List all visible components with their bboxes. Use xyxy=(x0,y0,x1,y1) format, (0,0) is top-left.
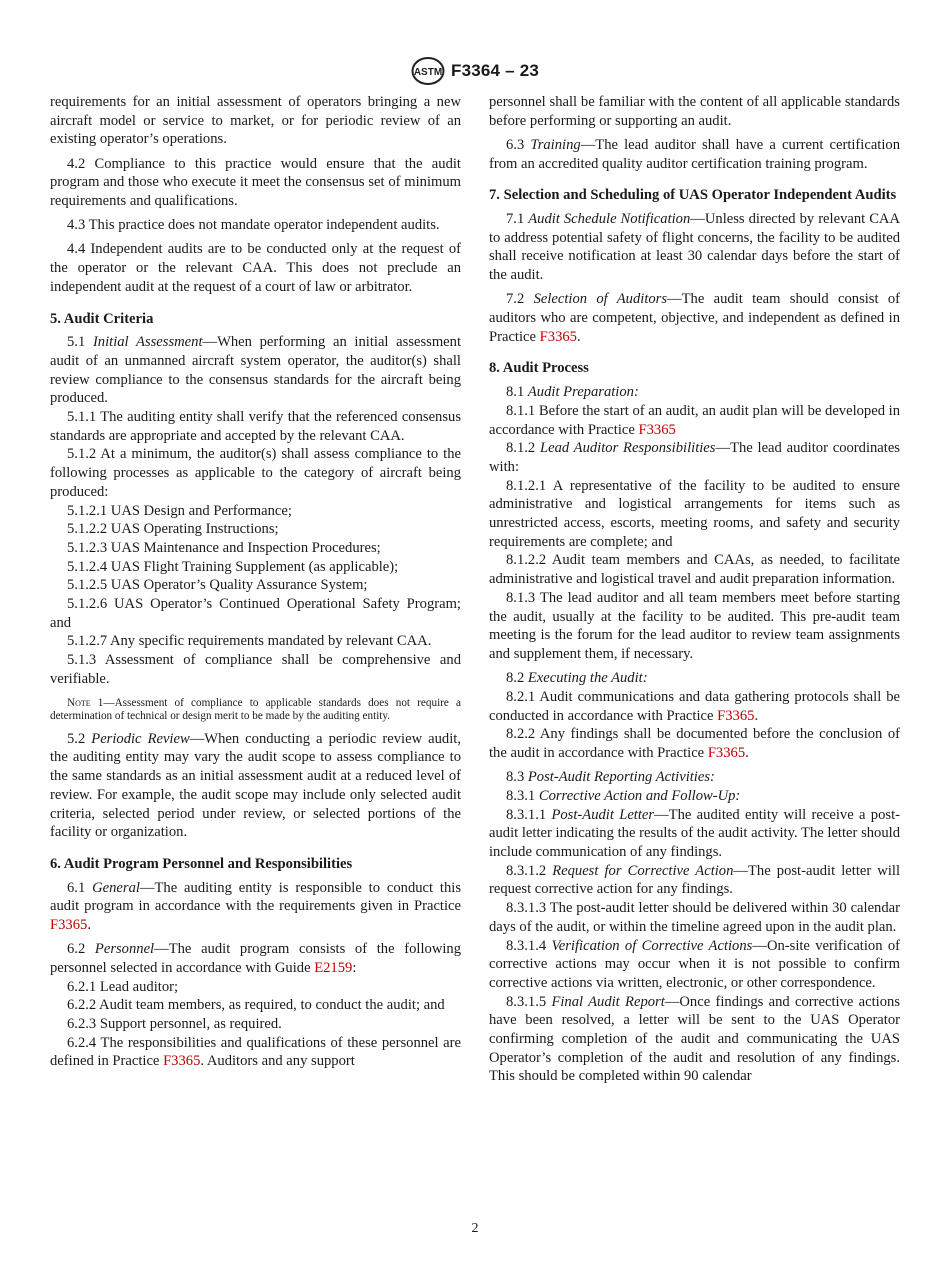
paragraph-8-1-3: 8.1.3 The lead auditor and all team members meet before starting the audit, usually at the facility to be audited. This pre-audit team meeting is the forum for the lead auditor to review team assignments and supplement them, if necessary. xyxy=(489,589,900,662)
paragraph-8-3-1-2: 8.3.1.2 Request for Corrective Action—The post-audit letter will request corrective action for any findings. xyxy=(489,862,900,898)
paragraph-8-2-2: 8.2.2 Any findings shall be documented before the conclusion of the audit in accordance with Practice F3365. xyxy=(489,726,900,761)
list-item: 5.1.2.4 UAS Flight Training Supplement (as applicable); xyxy=(67,558,399,575)
left-column xyxy=(50,93,461,1071)
section-heading-6: 6. Audit Program Personnel and Responsibilities xyxy=(50,855,353,872)
paragraph-8-1-1: 8.1.1 Before the start of an audit, an audit plan will be developed in accordance with Practice F3365 xyxy=(489,402,900,438)
note-1: Note 1—Assessment of compliance to applicable standards does not require a determination of technical or design merit to be made by the auditing entity. xyxy=(50,696,461,723)
svg-text:ASTM: ASTM xyxy=(413,67,443,78)
paragraph-5-1-3: 5.1.3 Assessment of compliance shall be comprehensive and verifiable. xyxy=(50,652,461,687)
paragraph-8-2: 8.2 Executing the Audit: xyxy=(506,670,648,687)
standard-link[interactable]: F3365 xyxy=(50,917,88,934)
astm-logo-icon xyxy=(411,56,445,86)
paragraph-8-3: 8.3 Post-Audit Reporting Activities: xyxy=(506,769,715,786)
paragraph-8-3-1-4: 8.3.1.4 Verification of Corrective Actions—On-site verification of corrective actions may occur when it is not possible to confirm corrective actions via written, electronic, or other correspondence. xyxy=(489,937,900,991)
list-item: 5.1.2.2 UAS Operating Instructions; xyxy=(67,521,279,538)
paragraph-8-3-1: 8.3.1 Corrective Action and Follow-Up: xyxy=(506,787,741,804)
page-header xyxy=(0,55,950,87)
paragraph-6-3: 6.3 Training—The lead auditor shall have a current certification from an accredited quality auditor certification training program. xyxy=(489,136,901,172)
paragraph-8-3-1-3: 8.3.1.3 The post-audit letter should be delivered within 30 calendar days of the audit, or within the timeline agreed upon in the audit plan. xyxy=(489,900,900,935)
paragraph-5-1: 5.1 Initial Assessment—When performing an initial assessment audit of an unmanned aircraft system operator, the auditor(s) shall review compliance to the consensus standards for the aircraft being produced. xyxy=(50,334,462,407)
paragraph-8-3-1-1: 8.3.1.1 Post-Audit Letter—The audited entity will receive a post-audit letter indicating the results of the audit activity. The letter should include communication of any findings. xyxy=(489,806,900,861)
list-item: 5.1.2.1 UAS Design and Performance; xyxy=(67,502,292,519)
paragraph-5-1-2: 5.1.2 At a minimum, the auditor(s) shall assess compliance to the following processes as applicable to the category of aircraft being produced: xyxy=(50,446,461,500)
standard-link[interactable]: F3365 xyxy=(717,707,755,724)
list-item: 5.1.2.5 UAS Operator’s Quality Assurance System; xyxy=(67,577,368,594)
paragraph-8-1-2: 8.1.2 Lead Auditor Responsibilities—The lead auditor coordinates with: xyxy=(489,440,900,475)
list-item: 5.1.2.7 Any specific requirements mandated by relevant CAA. xyxy=(67,633,432,650)
section-heading-8: 8. Audit Process xyxy=(489,360,589,377)
paragraph-7-1: 7.1 Audit Schedule Notification—Unless directed by relevant CAA to address potential safety of flight concerns, the facility to be audited shall receive notification at least 30 calendar days before the start of the audit. xyxy=(489,211,901,284)
paragraph-8-2-1: 8.2.1 Audit communications and data gathering protocols shall be conducted in accordance with Practice F3365. xyxy=(489,688,900,724)
paragraph: personnel shall be familiar with the content of all applicable standards before performing or supporting an audit. xyxy=(489,94,900,129)
paragraph-5-2: 5.2 Periodic Review—When conducting a periodic review audit, the auditing entity may vary the audit scope to assess compliance to the same standards as an initial assessment audit at a reduced level of review. For example, the audit scope may include only selected audit criteria, selected period under review, or selected portions of the facility or organization. xyxy=(50,730,461,841)
paragraph-4-2: 4.2 Compliance to this practice would ensure that the audit program and those who execute it meet the consensus set of minimum requirements and qualifications. xyxy=(50,155,461,210)
section-heading-5: 5. Audit Criteria xyxy=(50,310,154,327)
paragraph-4-4: 4.4 Independent audits are to be conducted only at the request of the operator or the relevant CAA. This does not preclude an independent audit at the request of a court of law or arbitrator. xyxy=(50,241,461,295)
paragraph-7-2: 7.2 Selection of Auditors—The audit team should consist of auditors who are competent, objective, and independent as defined in Practice F3365. xyxy=(489,291,901,345)
paragraph-6-2: 6.2 Personnel—The audit program consists of the following personnel selected in accordance with Guide E2159: xyxy=(50,941,462,976)
paragraph-4-3: 4.3 This practice does not mandate operator independent audits. xyxy=(67,217,440,234)
paragraph-6-2-2: 6.2.2 Audit team members, as required, to conduct the audit; and xyxy=(67,997,445,1014)
paragraph-6-2-3: 6.2.3 Support personnel, as required. xyxy=(67,1016,282,1033)
standard-designation: F3364 – 23 xyxy=(450,61,539,80)
standard-link[interactable]: E2159 xyxy=(314,959,353,976)
list-item: 5.1.2.3 UAS Maintenance and Inspection Procedures; xyxy=(67,539,381,556)
list-item: 5.1.2.6 UAS Operator’s Continued Operational Safety Program; and xyxy=(50,596,461,631)
section-heading-7: 7. Selection and Scheduling of UAS Operator Independent Audits xyxy=(489,187,897,204)
standard-link[interactable]: F3365 xyxy=(163,1053,201,1070)
paragraph-8-1-2-2: 8.1.2.2 Audit team members and CAAs, as needed, to facilitate administrative and logistical travel and audit preparation information. xyxy=(489,552,900,588)
paragraph-6-2-4: 6.2.4 The responsibilities and qualifications of these personnel are defined in Practice F3365. Auditors and any support xyxy=(50,1034,461,1070)
paragraph: requirements for an initial assessment of operators bringing a new aircraft model or service to market, or for periodic review of an existing operator’s operations. xyxy=(50,94,461,148)
paragraph-8-3-1-5: 8.3.1.5 Final Audit Report—Once findings and corrective actions have been resolved, a letter will be sent to the UAS Operator confirming completion of the audit and communicating the UAS Operator’s completion of the audit and resolution of any findings. This should be completed within 90 calendar xyxy=(489,993,900,1085)
standard-link[interactable]: F3365 xyxy=(707,745,746,761)
paragraph-6-2-1: 6.2.1 Lead auditor; xyxy=(67,978,179,995)
page-number: 2 xyxy=(471,1221,479,1236)
right-column xyxy=(489,93,900,1086)
standard-link[interactable]: F3365 xyxy=(539,328,577,345)
paragraph-5-1-1: 5.1.1 The auditing entity shall verify that the referenced consensus standards are appropriate and accepted by the relevant CAA. xyxy=(50,409,461,444)
paragraph-8-1-2-1: 8.1.2.1 A representative of the facility to be audited to ensure administrative and logistical arrangements for items such as unrestricted access, escorts, meeting rooms, and safety and security requirements are complete; and xyxy=(489,477,900,550)
standard-link[interactable]: F3365 xyxy=(638,421,676,438)
paragraph-6-1: 6.1 General—The auditing entity is responsible to conduct this audit program in accordance with the requirements given in Practice F3365. xyxy=(50,879,461,934)
paragraph-8-1: 8.1 Audit Preparation: xyxy=(506,384,639,401)
